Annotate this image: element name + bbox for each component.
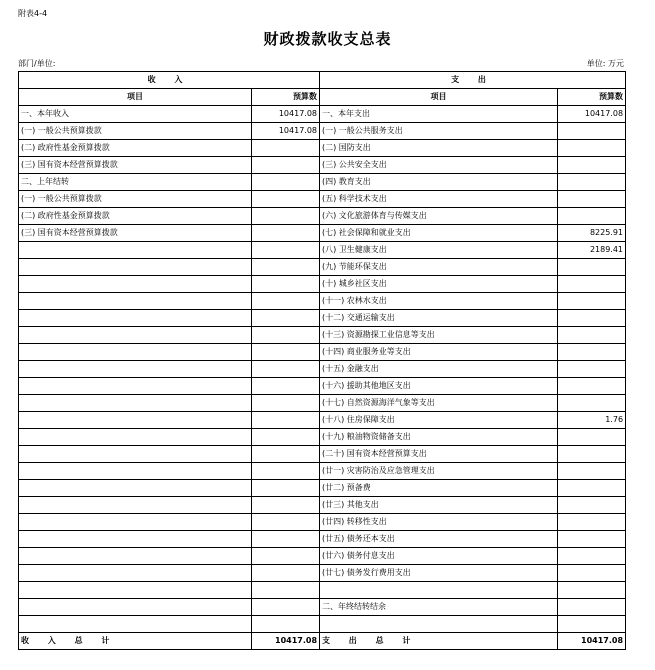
expense-budget-cell [558, 480, 626, 497]
expense-item-cell: (十六) 援助其他地区支出 [320, 378, 558, 395]
income-budget-cell [252, 293, 320, 310]
income-item-cell [19, 497, 252, 514]
expense-item-cell: (十四) 商业服务业等支出 [320, 344, 558, 361]
income-item-cell [19, 514, 252, 531]
income-item-cell: (二) 政府性基金预算拨款 [19, 208, 252, 225]
expense-item-cell: (十二) 交通运输支出 [320, 310, 558, 327]
table-row [19, 514, 626, 531]
table-row [19, 174, 626, 191]
expense-budget-cell [558, 565, 626, 582]
income-budget-cell [252, 140, 320, 157]
income-item-cell [19, 361, 252, 378]
table-row [19, 293, 626, 310]
income-item-cell [19, 276, 252, 293]
expense-item-cell: (廿一) 灾害防治及应急管理支出 [320, 463, 558, 480]
table-row [19, 259, 626, 276]
income-budget-cell: 10417.08 [252, 106, 320, 123]
income-budget-cell [252, 480, 320, 497]
table-row [19, 191, 626, 208]
income-item-cell [19, 293, 252, 310]
income-item-cell [19, 565, 252, 582]
expense-budget-cell: 8225.91 [558, 225, 626, 242]
table-row [19, 140, 626, 157]
expense-budget-cell: 10417.08 [558, 106, 626, 123]
expense-budget-cell [558, 293, 626, 310]
total-income-value: 10417.08 [252, 633, 320, 650]
expense-budget-cell [558, 157, 626, 174]
table-row [19, 106, 626, 123]
income-budget-cell [252, 565, 320, 582]
expense-budget-cell [558, 616, 626, 633]
income-item-cell: (三) 国有资本经营预算拨款 [19, 225, 252, 242]
income-item-cell: 二、上年结转 [19, 174, 252, 191]
table-row [19, 412, 626, 429]
expense-item-cell: (二) 国防支出 [320, 140, 558, 157]
income-budget-cell [252, 531, 320, 548]
income-item-cell: (三) 国有资本经营预算拨款 [19, 157, 252, 174]
income-budget-cell: 10417.08 [252, 123, 320, 140]
unit-label: 单位: 万元 [586, 59, 624, 68]
income-budget-cell [252, 174, 320, 191]
expense-budget-cell [558, 429, 626, 446]
income-item-cell [19, 395, 252, 412]
income-budget-cell [252, 395, 320, 412]
table-row [19, 531, 626, 548]
expense-budget-cell [558, 276, 626, 293]
income-item-cell [19, 531, 252, 548]
expense-item-cell: (廿二) 预备费 [320, 480, 558, 497]
income-budget-cell [252, 191, 320, 208]
table-row [19, 225, 626, 242]
income-header: 收 入 [19, 72, 320, 89]
table-row [19, 599, 626, 616]
expense-budget-cell [558, 531, 626, 548]
table-row [19, 327, 626, 344]
income-budget-cell [252, 429, 320, 446]
expense-item-cell: (廿三) 其他支出 [320, 497, 558, 514]
income-item-cell [19, 412, 252, 429]
expense-item-cell: (廿六) 债务付息支出 [320, 548, 558, 565]
income-item-cell [19, 616, 252, 633]
income-budget-cell [252, 242, 320, 259]
expense-budget-cell [558, 599, 626, 616]
expense-budget-header: 预算数 [558, 89, 626, 106]
attachment-label: 附表4-4 [18, 9, 48, 18]
income-item-cell [19, 582, 252, 599]
expense-item-cell: (五) 科学技术支出 [320, 191, 558, 208]
income-budget-cell [252, 548, 320, 565]
table-row [19, 463, 626, 480]
expense-budget-cell [558, 344, 626, 361]
table-row [19, 123, 626, 140]
income-budget-header: 预算数 [252, 89, 320, 106]
expense-item-cell: (十一) 农林水支出 [320, 293, 558, 310]
income-item-header: 项目 [19, 89, 252, 106]
income-budget-cell [252, 225, 320, 242]
expense-item-cell: (廿四) 转移性支出 [320, 514, 558, 531]
expense-budget-cell [558, 497, 626, 514]
expense-budget-cell [558, 378, 626, 395]
expense-budget-cell [558, 548, 626, 565]
expense-item-cell: (四) 教育支出 [320, 174, 558, 191]
table-row [19, 310, 626, 327]
expense-item-cell: (九) 节能环保支出 [320, 259, 558, 276]
income-item-cell: (一) 一般公共预算拨款 [19, 191, 252, 208]
total-expense-value: 10417.08 [558, 633, 626, 650]
income-budget-cell [252, 361, 320, 378]
table-row [19, 429, 626, 446]
table-row [19, 565, 626, 582]
income-budget-cell [252, 582, 320, 599]
income-item-cell [19, 242, 252, 259]
expense-item-cell: (六) 文化旅游体育与传媒支出 [320, 208, 558, 225]
expense-budget-cell [558, 327, 626, 344]
income-item-cell [19, 327, 252, 344]
expense-item-cell: (十七) 自然资源海洋气象等支出 [320, 395, 558, 412]
total-income-label: 收 入 总 计 [19, 633, 252, 650]
expense-header: 支 出 [320, 72, 626, 89]
income-budget-cell [252, 599, 320, 616]
income-item-cell [19, 480, 252, 497]
expense-item-cell: 二、年终结转结余 [320, 599, 558, 616]
expense-item-cell: (十五) 金融支出 [320, 361, 558, 378]
table-row [19, 157, 626, 174]
income-budget-cell [252, 310, 320, 327]
section-header-row [19, 72, 626, 89]
income-budget-cell [252, 514, 320, 531]
expense-item-cell [320, 616, 558, 633]
expense-item-cell: 一、本年支出 [320, 106, 558, 123]
table-row [19, 497, 626, 514]
expense-item-cell [320, 582, 558, 599]
expense-budget-cell [558, 123, 626, 140]
expense-item-cell: (十八) 住房保障支出 [320, 412, 558, 429]
income-budget-cell [252, 616, 320, 633]
table-row [19, 616, 626, 633]
income-item-cell [19, 429, 252, 446]
income-budget-cell [252, 327, 320, 344]
income-budget-cell [252, 276, 320, 293]
income-budget-cell [252, 378, 320, 395]
income-budget-cell [252, 463, 320, 480]
department-label: 部门/单位: [18, 59, 56, 68]
income-item-cell: (一) 一般公共预算拨款 [19, 123, 252, 140]
income-item-cell [19, 599, 252, 616]
expense-budget-cell [558, 514, 626, 531]
income-budget-cell [252, 208, 320, 225]
expense-item-cell: (七) 社会保障和就业支出 [320, 225, 558, 242]
expense-budget-cell [558, 446, 626, 463]
income-item-cell [19, 310, 252, 327]
table-row [19, 446, 626, 463]
total-expense-label: 支 出 总 计 [320, 633, 558, 650]
income-item-cell [19, 446, 252, 463]
expense-item-header: 项目 [320, 89, 558, 106]
expense-budget-cell [558, 191, 626, 208]
expense-item-cell: (八) 卫生健康支出 [320, 242, 558, 259]
table-row [19, 378, 626, 395]
table-row [19, 395, 626, 412]
income-item-cell: 一、本年收入 [19, 106, 252, 123]
expense-item-cell: (十三) 资源勘探工业信息等支出 [320, 327, 558, 344]
expense-budget-cell [558, 140, 626, 157]
expense-budget-cell [558, 395, 626, 412]
income-budget-cell [252, 497, 320, 514]
expense-budget-cell [558, 259, 626, 276]
expense-item-cell: (十九) 粮油物资储备支出 [320, 429, 558, 446]
expense-budget-cell [558, 361, 626, 378]
column-header-row [19, 89, 626, 106]
page-title: 财政拨款收支总表 [263, 30, 392, 48]
income-item-cell [19, 378, 252, 395]
income-budget-cell [252, 412, 320, 429]
table-row [19, 582, 626, 599]
income-budget-cell [252, 344, 320, 361]
expense-item-cell: (三) 公共安全支出 [320, 157, 558, 174]
expense-item-cell: (廿五) 债务还本支出 [320, 531, 558, 548]
income-item-cell [19, 344, 252, 361]
table-row [19, 480, 626, 497]
table-row [19, 276, 626, 293]
income-item-cell [19, 259, 252, 276]
table-row [19, 208, 626, 225]
income-budget-cell [252, 157, 320, 174]
expense-budget-cell [558, 174, 626, 191]
expense-item-cell: (一) 一般公共服务支出 [320, 123, 558, 140]
income-item-cell [19, 548, 252, 565]
expense-item-cell: (廿七) 债务发行费用支出 [320, 565, 558, 582]
table-row [19, 548, 626, 565]
income-item-cell: (二) 政府性基金预算拨款 [19, 140, 252, 157]
expense-budget-cell [558, 463, 626, 480]
budget-table [18, 71, 626, 650]
income-budget-cell [252, 446, 320, 463]
expense-budget-cell [558, 310, 626, 327]
table-row [19, 242, 626, 259]
expense-budget-cell: 1.76 [558, 412, 626, 429]
expense-budget-cell: 2189.41 [558, 242, 626, 259]
expense-budget-cell [558, 208, 626, 225]
expense-item-cell: (二十) 国有资本经营预算支出 [320, 446, 558, 463]
table-row [19, 344, 626, 361]
expense-item-cell: (十) 城乡社区支出 [320, 276, 558, 293]
income-budget-cell [252, 259, 320, 276]
expense-budget-cell [558, 582, 626, 599]
income-item-cell [19, 463, 252, 480]
total-row [19, 633, 626, 650]
table-row [19, 361, 626, 378]
